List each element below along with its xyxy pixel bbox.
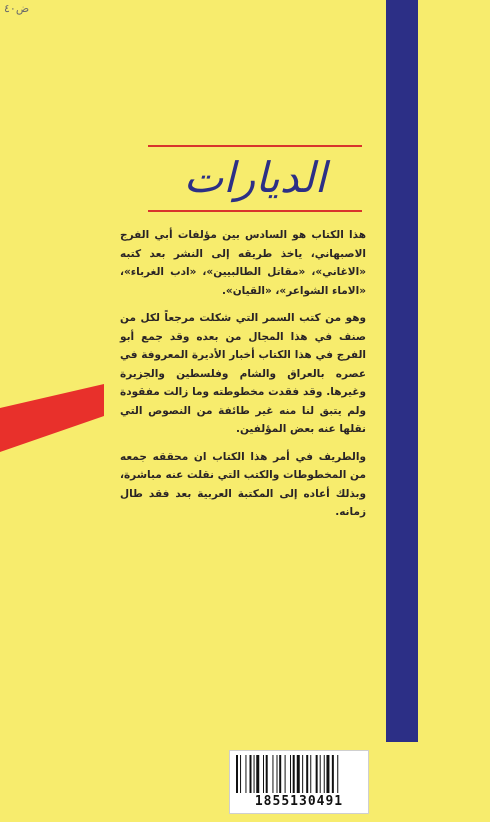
- blurb-paragraph-3: والطريف في أمر هذا الكتاب ان محققه جمعه من المخطوطات والكتب التي نقلت عنه مباشرة، وبذلك أعاده إلى المكتبة العربية بعد فقد طال زمانه.: [120, 450, 366, 518]
- barcode-bar: [266, 755, 268, 793]
- blurb-text: [120, 226, 366, 531]
- title-rule-bottom: [148, 210, 362, 212]
- barcode-bar: [297, 755, 300, 793]
- title-rule-top: [148, 145, 362, 147]
- barcode-bar: [236, 755, 238, 793]
- barcode-bar: [240, 755, 241, 793]
- barcode-bar: [290, 755, 291, 793]
- barcode-bars: [236, 755, 362, 793]
- barcode-bar: [310, 755, 311, 793]
- barcode-bar: [272, 755, 273, 793]
- barcode: [229, 750, 369, 814]
- barcode-bar: [337, 755, 338, 793]
- barcode-bar: [306, 755, 308, 793]
- barcode-bar: [316, 755, 318, 793]
- barcode-bar: [263, 755, 264, 793]
- barcode-bar: [293, 755, 295, 793]
- barcode-bar: [256, 755, 259, 793]
- barcode-bar: [326, 755, 329, 793]
- blue-vertical-bar: [386, 0, 418, 742]
- isbn-number: 1855130491: [254, 794, 344, 809]
- barcode-bar: [245, 755, 246, 793]
- handwritten-mark: ض٤٠: [4, 2, 30, 15]
- barcode-bar: [320, 755, 321, 793]
- barcode-bar: [285, 755, 286, 793]
- barcode-bar: [279, 755, 281, 793]
- barcode-bar: [302, 755, 303, 793]
- book-title: الديارات: [183, 153, 327, 202]
- barcode-bar: [332, 755, 334, 793]
- barcode-bar: [254, 755, 255, 793]
- barcode-bar: [277, 755, 278, 793]
- blurb-paragraph-2: وهو من كتب السمر التي شكلت مرجعاً لكل من صنف في هذا المجال من بعده وقد جمع أبو الفرج في هذا الكتاب أخبار الأديرة المعروفة في عصره بالعراق والشام وفلسطين والجزيرة وغيرها. وقد فقدت مخطوطته وما زالت مفقودة ولم يتبق لنا منه غير طائفة من النصوص التي نقلها عنه بعض المؤلفين.: [120, 312, 366, 435]
- blurb-paragraph-1: هذا الكتاب هو السادس بين مؤلفات أبي الفرج الاصبهاني، ياخذ طريقه إلى النشر بعد كتبه «الاغاني»، «مقاتل الطالبيين»، «ادب الغرباء»، «الاماء الشواعر»، «القيان».: [120, 229, 366, 297]
- barcode-bar: [324, 755, 325, 793]
- barcode-bar: [250, 755, 252, 793]
